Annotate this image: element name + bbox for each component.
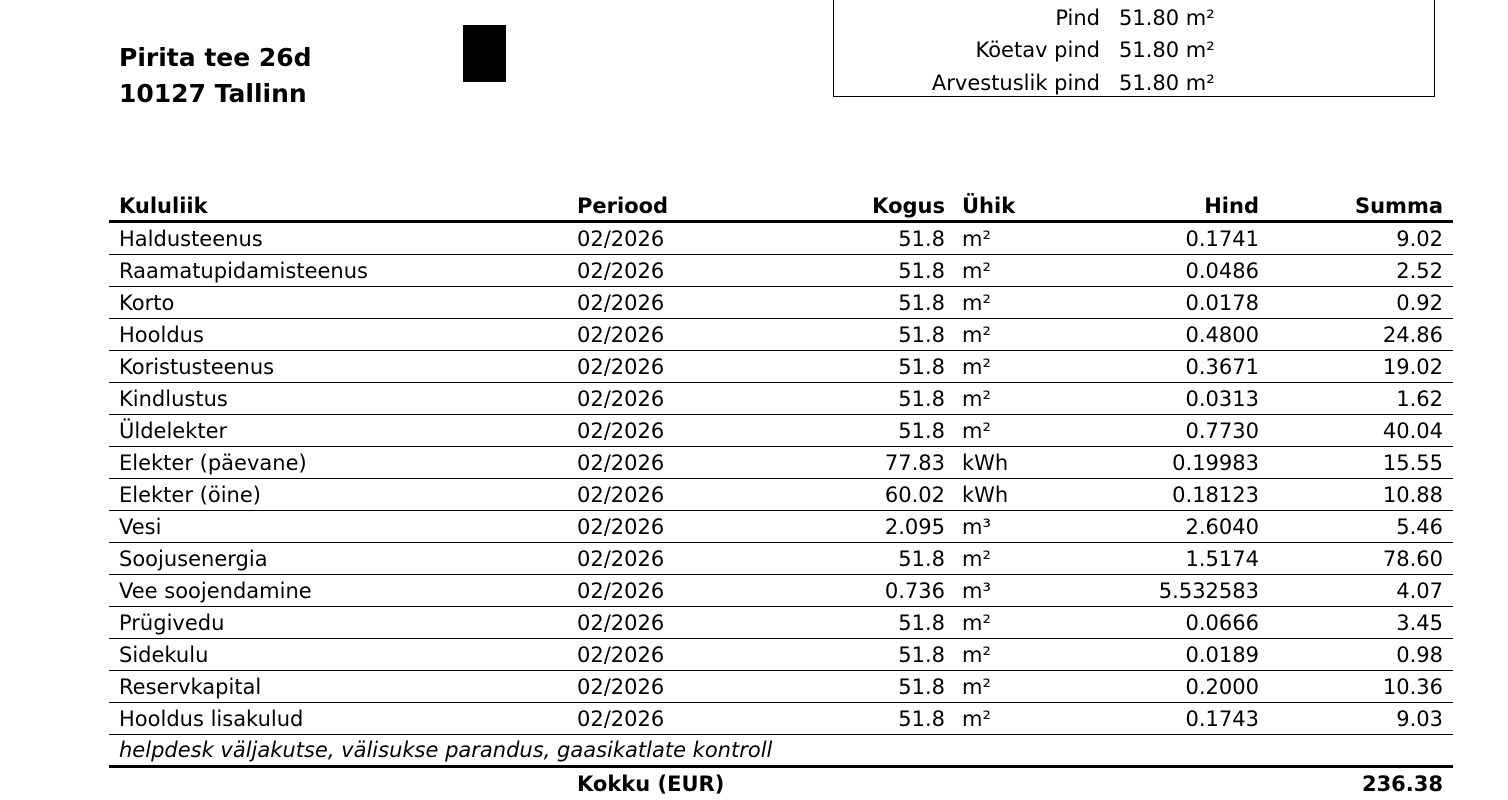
cell-sum: 9.03 (1396, 707, 1443, 731)
table-row (109, 287, 1453, 319)
cell-sum: 2.52 (1396, 259, 1443, 283)
table-row (109, 511, 1453, 543)
table-header (109, 190, 1453, 223)
cell-price: 2.6040 (1185, 515, 1259, 539)
address-street: Pirita tee 26d (119, 43, 312, 72)
cell-name: Raamatupidamisteenus (119, 259, 368, 283)
cell-name: Haldusteenus (119, 227, 263, 251)
cell-unit: m² (962, 611, 991, 635)
cell-period: 02/2026 (577, 355, 665, 379)
total-value: 236.38 (1361, 772, 1443, 796)
cell-period: 02/2026 (577, 323, 665, 347)
header-unit: Ühik (962, 194, 1016, 218)
table-row (109, 415, 1453, 447)
cell-period: 02/2026 (577, 515, 665, 539)
header-period: Periood (577, 194, 669, 218)
cell-sum: 1.62 (1396, 387, 1443, 411)
cell-sum: 78.60 (1382, 547, 1443, 571)
table-row (109, 575, 1453, 607)
cell-name: Elekter (öine) (119, 483, 261, 507)
table-row (109, 319, 1453, 351)
redaction-box (463, 25, 506, 82)
cell-sum: 10.36 (1382, 675, 1443, 699)
cell-qty: 51.8 (898, 387, 945, 411)
cell-unit: m³ (962, 515, 991, 539)
area-info-box (833, 0, 1435, 97)
cell-name: Korto (119, 291, 175, 315)
table-row (109, 607, 1453, 639)
cell-sum: 4.07 (1396, 579, 1443, 603)
cell-sum: 24.86 (1382, 323, 1443, 347)
address-city: 10127 Tallinn (119, 79, 307, 108)
cell-qty: 51.8 (898, 547, 945, 571)
cell-sum: 40.04 (1382, 419, 1443, 443)
cell-period: 02/2026 (577, 547, 665, 571)
cell-sum: 19.02 (1382, 355, 1443, 379)
table-row (109, 543, 1453, 575)
total-label: Kokku (EUR) (577, 772, 725, 796)
cell-price: 0.0178 (1185, 291, 1259, 315)
cell-sum: 10.88 (1382, 483, 1443, 507)
address-block (119, 40, 312, 112)
cell-qty: 51.8 (898, 323, 945, 347)
cell-unit: m³ (962, 579, 991, 603)
cell-period: 02/2026 (577, 419, 665, 443)
table-note: helpdesk väljakutse, välisukse parandus, gaasikatlate kontroll (119, 738, 773, 762)
table-row (109, 383, 1453, 415)
cell-price: 0.2000 (1185, 675, 1259, 699)
cell-qty: 51.8 (898, 291, 945, 315)
cell-period: 02/2026 (577, 483, 665, 507)
cell-qty: 51.8 (898, 707, 945, 731)
cell-unit: m² (962, 643, 991, 667)
cell-qty: 51.8 (898, 611, 945, 635)
cell-period: 02/2026 (577, 579, 665, 603)
cell-period: 02/2026 (577, 611, 665, 635)
cost-table (109, 190, 1453, 796)
cell-sum: 15.55 (1382, 451, 1443, 475)
cell-unit: m² (962, 355, 991, 379)
cell-name: Üldelekter (119, 419, 228, 443)
table-row (109, 255, 1453, 287)
table-row (109, 703, 1453, 735)
table-row (109, 479, 1453, 511)
cell-price: 0.0313 (1185, 387, 1259, 411)
cell-sum: 5.46 (1396, 515, 1443, 539)
cell-price: 0.0189 (1185, 643, 1259, 667)
cell-period: 02/2026 (577, 227, 665, 251)
area-value: 51.80 m² (1119, 71, 1215, 95)
header-name: Kululiik (119, 194, 208, 218)
header-sum: Summa (1354, 194, 1443, 218)
cell-price: 0.1741 (1185, 227, 1259, 251)
area-value: 51.80 m² (1119, 38, 1215, 62)
header-qty: Kogus (872, 194, 945, 218)
cell-price: 0.0666 (1185, 611, 1259, 635)
cell-period: 02/2026 (577, 387, 665, 411)
cell-period: 02/2026 (577, 259, 665, 283)
cell-qty: 51.8 (898, 227, 945, 251)
cell-name: Sidekulu (119, 643, 209, 667)
cell-unit: kWh (962, 483, 1009, 507)
cell-price: 1.5174 (1185, 547, 1259, 571)
cell-name: Hooldus lisakulud (119, 707, 304, 731)
cell-price: 0.7730 (1185, 419, 1259, 443)
cell-name: Reservkapital (119, 675, 262, 699)
cell-unit: m² (962, 707, 991, 731)
cell-unit: m² (962, 387, 991, 411)
cell-unit: m² (962, 419, 991, 443)
cell-unit: m² (962, 291, 991, 315)
area-value: 51.80 m² (1119, 6, 1215, 30)
cell-name: Koristusteenus (119, 355, 275, 379)
cell-qty: 0.736 (884, 579, 945, 603)
cell-qty: 51.8 (898, 675, 945, 699)
cell-name: Soojusenergia (119, 547, 268, 571)
cell-period: 02/2026 (577, 643, 665, 667)
table-row (109, 671, 1453, 703)
area-label: Arvestuslik pind (931, 71, 1100, 95)
cell-unit: m² (962, 675, 991, 699)
cell-sum: 3.45 (1396, 611, 1443, 635)
cell-name: Hooldus (119, 323, 204, 347)
cell-name: Vesi (119, 515, 162, 539)
table-row (109, 223, 1453, 255)
cell-price: 5.532583 (1158, 579, 1259, 603)
cell-name: Prügivedu (119, 611, 225, 635)
table-row (109, 639, 1453, 671)
cell-sum: 0.98 (1396, 643, 1443, 667)
cell-price: 0.1743 (1185, 707, 1259, 731)
cell-period: 02/2026 (577, 675, 665, 699)
cell-price: 0.19983 (1172, 451, 1259, 475)
cell-sum: 9.02 (1396, 227, 1443, 251)
table-total (109, 765, 1453, 796)
table-body (109, 223, 1453, 735)
cell-unit: kWh (962, 451, 1009, 475)
cell-sum: 0.92 (1396, 291, 1443, 315)
cell-period: 02/2026 (577, 707, 665, 731)
header-price: Hind (1204, 194, 1259, 218)
cell-period: 02/2026 (577, 291, 665, 315)
area-label: Köetav pind (975, 38, 1100, 62)
cell-price: 0.18123 (1172, 483, 1259, 507)
cell-qty: 51.8 (898, 419, 945, 443)
cell-qty: 60.02 (884, 483, 945, 507)
table-row (109, 351, 1453, 383)
cell-price: 0.4800 (1185, 323, 1259, 347)
cell-qty: 51.8 (898, 355, 945, 379)
cell-qty: 51.8 (898, 643, 945, 667)
cell-unit: m² (962, 227, 991, 251)
cell-unit: m² (962, 323, 991, 347)
cell-name: Kindlustus (119, 387, 228, 411)
cell-qty: 77.83 (884, 451, 945, 475)
table-row (109, 447, 1453, 479)
cell-name: Vee soojendamine (119, 579, 312, 603)
cell-qty: 51.8 (898, 259, 945, 283)
cell-period: 02/2026 (577, 451, 665, 475)
cell-price: 0.0486 (1185, 259, 1259, 283)
area-label: Pind (1055, 6, 1100, 30)
cell-qty: 2.095 (884, 515, 945, 539)
cell-unit: m² (962, 259, 991, 283)
cell-price: 0.3671 (1185, 355, 1259, 379)
cell-name: Elekter (päevane) (119, 451, 307, 475)
cell-unit: m² (962, 547, 991, 571)
